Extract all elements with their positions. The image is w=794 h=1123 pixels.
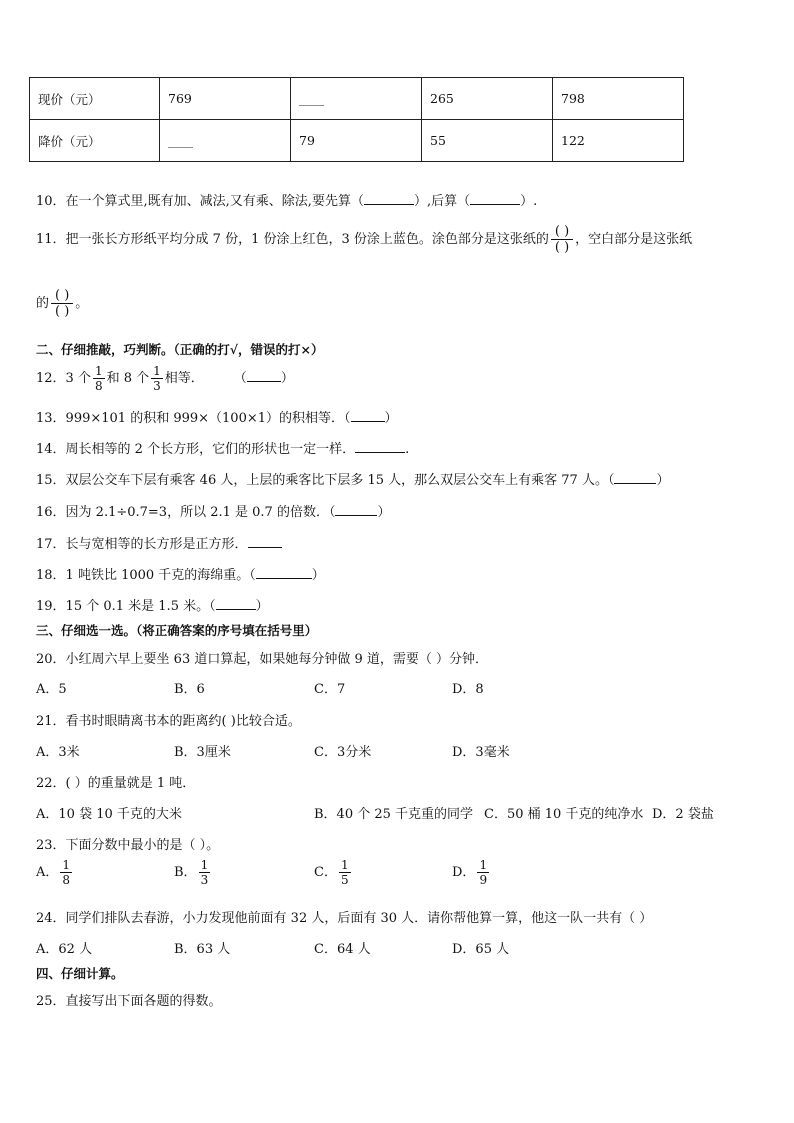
question-10 [36,190,537,209]
fraction-numerator: ( ) [554,224,570,239]
table-row [30,120,684,162]
answer-blank[interactable] [470,192,520,205]
question-text: ） [311,568,325,583]
fraction-denominator: 8 [94,379,103,393]
question-text: . [405,442,410,457]
option-a[interactable]: A．10 袋 10 千克的大米 [36,807,182,822]
answer-blank[interactable] [351,409,385,422]
question-text: ） [377,505,391,520]
question-text: 10．在一个算式里,既有加、减法,又有乘、除法,要先算（ [36,194,364,209]
table-cell: 798 [553,78,684,120]
fraction [151,364,163,393]
answer-fraction[interactable] [551,224,573,255]
question-25: 25．直接写出下面各题的得数。 [36,994,222,1009]
fraction-denominator: 3 [153,379,161,393]
question-text: ） [255,599,269,614]
fraction-numerator: ( ) [55,288,70,303]
question-11-cont [36,288,88,319]
option-c[interactable]: C．7 [314,682,346,697]
question-text: 18．1 吨铁比 1000 千克的海绵重。（ [36,568,256,583]
question-text: 。 [75,296,89,311]
question-20: 20．小红周六早上要坐 63 道口算起，如果她每分钟做 9 道，需要（ ）分钟． [36,652,489,667]
fraction-denominator: ( ) [554,240,570,255]
question-16 [36,501,390,520]
question-text: 相等． [164,371,204,386]
table-row [30,78,684,120]
table-cell: 55 [422,120,553,162]
option-d[interactable]: D．65 人 [452,942,510,957]
answer-blank[interactable] [335,503,377,516]
option-d[interactable]: D．2 袋盐 [652,807,714,822]
fraction-numerator: 1 [200,858,209,872]
question-23: 23．下面分数中最小的是（ ）。 [36,838,220,853]
fraction-numerator: 1 [153,364,161,378]
question-text: 的 [36,296,50,311]
price-table [29,77,684,162]
answer-blank[interactable] [364,192,414,205]
question-15 [36,469,669,488]
fraction-numerator: 1 [340,858,349,872]
answer-blank[interactable] [247,369,281,382]
question-text: 13．999×101 的积和 999×（100×1）的积相等．（ [36,411,351,426]
question-text: ）,后算（ [413,194,471,209]
option-label: D． [452,865,476,880]
question-text: （ [233,371,247,386]
question-22: 22．( ）的重量就是 1 吨． [36,776,196,791]
option-c[interactable]: C．64 人 [314,942,371,957]
answer-blank[interactable] [216,597,256,610]
option-b[interactable]: B．40 个 25 千克重的同学 [314,807,474,822]
option-b[interactable] [174,858,212,887]
answer-blank[interactable] [256,566,312,579]
fraction-denominator: 9 [479,873,488,887]
table-cell: 122 [553,120,684,162]
option-c[interactable] [314,858,353,887]
table-cell: ____ [291,78,422,120]
option-label: C． [314,865,337,880]
question-text: ） [656,473,670,488]
answer-blank[interactable] [614,471,656,484]
question-text: 11．把一张长方形纸平均分成 7 份，1 份涂上红色，3 份涂上蓝色。涂色部分是这张纸的 [36,232,549,247]
answer-fraction[interactable] [51,288,73,319]
answer-blank[interactable] [248,535,282,548]
fraction-numerator: 1 [94,364,103,378]
option-a[interactable] [36,858,74,887]
option-d[interactable] [452,858,491,887]
table-cell: ____ [160,120,291,162]
question-text: ）. [520,194,538,209]
option-label: B． [174,865,197,880]
question-text: 17．长与宽相等的长方形是正方形． [36,537,248,552]
question-21: 21．看书时眼睛离书本的距离约( )比较合适。 [36,714,301,729]
option-c[interactable]: C．3分米 [314,745,372,760]
question-24: 24．同学们排队去春游，小力发现他前面有 32 人，后面有 30 人．请你帮他算一算，他这一队一共有（ ） [36,911,653,926]
question-18 [36,564,325,583]
fraction-denominator: ( ) [55,304,70,319]
question-text: 和 8 个 [106,371,150,386]
table-cell: 79 [291,120,422,162]
fraction [199,858,211,887]
section-heading: 四、仔细计算。 [36,966,124,981]
question-17 [36,533,282,552]
fraction-numerator: 1 [62,858,71,872]
fraction [339,858,351,887]
option-b[interactable]: B．6 [174,682,205,697]
option-b[interactable]: B．3厘米 [174,745,231,760]
question-text: 16．因为 2.1÷0.7=3，所以 2.1 是 0.7 的倍数．（ [36,505,336,520]
question-text: 14．周长相等的 2 个长方形，它们的形状也一定一样． [36,442,356,457]
fraction [477,858,489,887]
question-text: 15．双层公交车下层有乘客 46 人，上层的乘客比下层多 15 人，那么双层公交车上有乘客 77 人。（ [36,473,615,488]
option-a[interactable]: A．5 [36,682,67,697]
fraction-numerator: 1 [479,858,488,872]
fraction [60,858,72,887]
answer-blank[interactable] [355,440,405,453]
option-label: A． [36,865,59,880]
option-d[interactable]: D．8 [452,682,484,697]
question-14 [36,438,409,457]
table-cell: 265 [422,78,553,120]
question-text: ） [280,371,294,386]
question-11 [36,224,692,255]
question-19 [36,595,269,614]
question-13 [36,407,398,426]
fraction [93,364,105,393]
option-c[interactable]: C．50 桶 10 千克的纯净水 [484,807,644,822]
table-cell: 769 [160,78,291,120]
fraction-denominator: 3 [200,873,209,887]
option-a[interactable]: A．62 人 [36,942,93,957]
section-heading: 三、仔细选一选。（将正确答案的序号填在括号里） [36,623,318,638]
option-b[interactable]: B．63 人 [174,942,231,957]
fraction-denominator: 8 [62,873,71,887]
table-cell: 现价（元） [30,78,160,120]
question-text: 19．15 个 0.1 米是 1.5 米。（ [36,599,216,614]
question-text: ） [384,411,398,426]
table-cell: 降价（元） [30,120,160,162]
option-a[interactable]: A．3米 [36,745,80,760]
question-text: 12．3 个 [36,371,91,386]
question-12 [36,364,294,393]
question-text: ，空白部分是这张纸 [575,232,693,247]
option-d[interactable]: D．3毫米 [452,745,510,760]
fraction-denominator: 5 [340,873,349,887]
section-heading: 二、仔细推敲，巧判断。（正确的打√，错误的打×） [36,342,324,357]
